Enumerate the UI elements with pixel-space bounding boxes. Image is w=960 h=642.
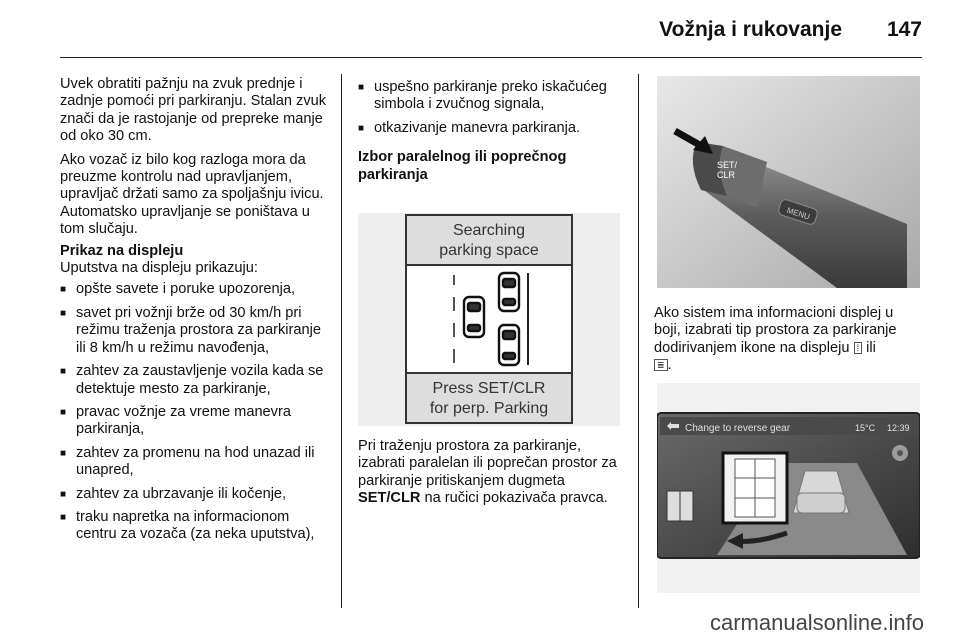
paragraph-control: Ako vozač iz bilo kog razloga mora da preuzme kontrolu nad upravljanjem, upravljač držati samo za spoljašnju ivicu. Automatsko upravljanje se poništava u tom slučaju.: [60, 151, 324, 238]
list-item: ■ opšte savete i poruke upozorenja,: [60, 281, 328, 298]
set-clr-label: SET/CLR: [358, 490, 421, 507]
paragraph-sound: Uvek obratiti pažnju na zvuk prednje i zadnje pomoći pri parkiranju. Stalan zvuk znači da je rastojanje od prepreke manje od oko 30 cm.: [60, 76, 327, 145]
figure-top-line-2: parking space: [439, 242, 539, 259]
page-number: 147: [886, 18, 922, 41]
page-title: Vožnja i rukovanje: [659, 18, 842, 41]
parallel-parking-icon: ⁞: [854, 342, 863, 354]
screen-time: 12:39: [887, 423, 910, 433]
paragraph-set-clr-end: na ručici pokazivača pravca.: [424, 490, 608, 507]
watermark: carmanualsonline.info: [709, 610, 924, 635]
result-bullet-list: [358, 79, 626, 137]
perpendicular-parking-icon: ≣: [654, 359, 668, 371]
paragraph-set-clr: [358, 438, 626, 514]
stalk-clr-label: CLR: [717, 170, 736, 180]
cluster-display-illustration: [358, 213, 620, 426]
figure-top-line-1: Searching: [452, 222, 526, 239]
car-icon: [499, 325, 519, 365]
stalk-set-label: SET/: [717, 160, 738, 170]
stalk-illustration: [657, 76, 920, 288]
list-item: ■ uspešno parkiranje preko iskačućeg simbola i zvučnog signala,: [358, 79, 626, 114]
heading-display: Prikaz na displeju: [60, 242, 184, 259]
column-2: [358, 79, 626, 184]
list-item: ■ traku napretka na informacionom centru za vozača (za neka uputstva),: [60, 509, 328, 544]
column-1: [60, 76, 328, 550]
info-display-illustration: [657, 383, 920, 593]
figure-searching-display: [358, 213, 620, 426]
paragraph-color-display: [654, 305, 924, 381]
sentence-end: .: [667, 357, 672, 374]
figure-bottom-line-1: Press SET/CLR: [432, 380, 546, 397]
heading-parking-type: Izbor paralelnog ili poprečnog parkiranja: [358, 149, 567, 183]
list-item: ■ zahtev za ubrzavanje ili kočenje,: [60, 486, 328, 503]
figure-bottom-line-2: for perp. Parking: [429, 400, 549, 417]
stalk-menu-label: MENU: [785, 205, 811, 222]
settings-gear-icon: [892, 445, 908, 461]
list-item: ■ savet pri vožnji brže od 30 km/h pri režimu traženja prostora za parkiranje ili 8 km/h u režimu navođenja,: [60, 305, 328, 357]
paragraph-color-display-text: Ako sistem ima informacioni displej u boji, izabrati tip prostora za parkiranje dodirivanjem ikone na displeju: [654, 305, 897, 356]
figure-color-display: [657, 383, 920, 593]
conjunction-text: ili: [866, 339, 876, 356]
display-intro: Uputstva na displeju prikazuju:: [60, 260, 258, 277]
paragraph-set-clr-text: Pri traženju prostora za parkiranje, izabrati paralelan ili poprečan prostor za parkiranje pritiskanjem dugmeta: [358, 438, 617, 489]
page-header: [0, 0, 960, 58]
car-icon: [499, 273, 519, 311]
header-rule: [60, 57, 922, 58]
car-icon: [464, 297, 484, 337]
list-item: ■ zahtev za zaustavljenje vozila kada se detektuje mesto za parkiranje,: [60, 363, 328, 398]
column-divider-2: [638, 74, 639, 608]
display-bullet-list: [60, 281, 328, 543]
screen-temperature: 15°C: [855, 423, 876, 433]
list-item: ■ otkazivanje manevra parkiranja.: [358, 120, 626, 137]
list-item: ■ zahtev za promenu na hod unazad ili unapred,: [60, 445, 328, 480]
column-divider-1: [341, 74, 342, 608]
figure-indicator-stalk: [657, 76, 920, 288]
list-item: ■ pravac vožnje za vreme manevra parkiranja,: [60, 404, 328, 439]
screen-message: Change to reverse gear: [685, 423, 791, 434]
